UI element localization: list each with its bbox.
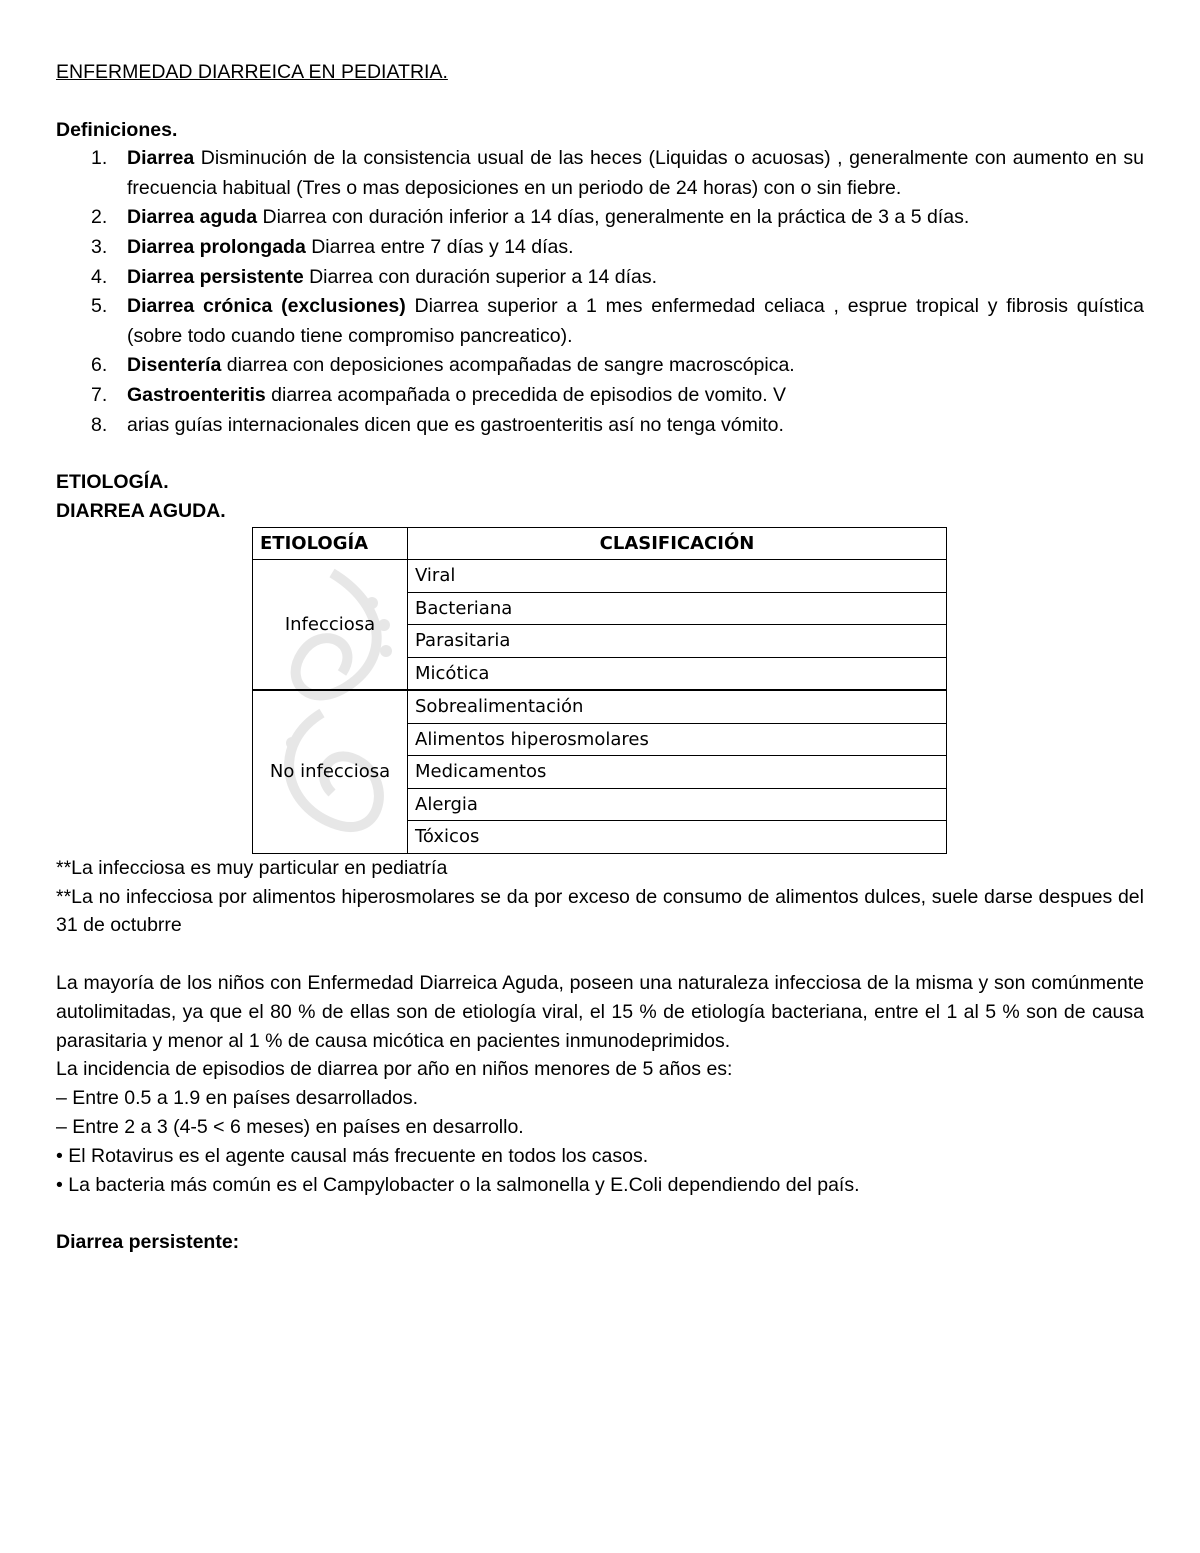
etiology-heading: ETIOLOGÍA. [56,471,169,494]
document-title: ENFERMEDAD DIARREICA EN PEDIATRIA. [56,61,448,83]
body-line: – Entre 2 a 3 (4-5 < 6 meses) en países en desarrollo. [56,1115,524,1138]
group-no-infecciosa: No infecciosa [253,690,408,853]
table-cell: Sobrealimentación [408,690,947,723]
table-header-etiology: ETIOLOGÍA [253,527,408,560]
list-item: 5. Diarrea crónica (exclusiones) Diarrea superior a 1 mes enfermedad celiaca , esprue tropical y fibrosis quística (sobre todo cuando tiene compromiso pancreatico). [91,295,1144,348]
list-item: 1. Diarrea Disminución de la consistencia usual de las heces (Liquidas o acuosas) , generalmente con aumento en su frecuencia habitual (Tres o mas deposiciones en un periodo de 24 horas) con o sin fiebre. [91,147,1144,200]
list-item: 3. Diarrea prolongada Diarrea entre 7 días y 14 días. [91,235,574,258]
group-infecciosa: Infecciosa [253,560,408,691]
table-row [253,690,947,723]
body-line: • El Rotavirus es el agente causal más frecuente en todos los casos. [56,1144,649,1167]
etiology-table [252,527,947,854]
table-cell: Bacteriana [408,592,947,625]
table-cell: Viral [408,560,947,593]
list-item: 2. Diarrea aguda Diarrea con duración inferior a 14 días, generalmente en la práctica de 3 a 5 días. [91,205,970,228]
definitions-heading: Definiciones. [56,118,178,141]
table-cell: Alimentos hiperosmolares [408,723,947,756]
definitions-list [56,144,1144,439]
body-line: • La bacteria más común es el Campylobacter o la salmonella y E.Coli dependiendo del país. [56,1173,860,1196]
list-item: 4. Diarrea persistente Diarrea con duración superior a 14 días. [91,265,658,288]
table-cell: Parasitaria [408,625,947,658]
acute-diarrhea-heading: DIARREA AGUDA. [56,499,226,522]
list-item: 7. Gastroenteritis diarrea acompañada o precedida de episodios de vomito. V [91,383,787,406]
body-line: La incidencia de episodios de diarrea por año en niños menores de 5 años es: [56,1058,733,1081]
note-line: **La infecciosa es muy particular en pediatría [56,856,448,879]
document-page [56,58,1144,1257]
list-item: 8. arias guías internacionales dicen que es gastroenteritis así no tenga vómito. [91,413,784,436]
note-line: **La no infecciosa por alimentos hiperosmolares se da por exceso de consumo de alimentos dulces, suele darse despues del 31 de octubrre [56,885,1144,937]
persistent-diarrhea-heading: Diarrea persistente: [56,1231,240,1254]
etiology-table-wrap [252,527,946,854]
table-cell: Micótica [408,657,947,690]
table-cell: Tóxicos [408,821,947,854]
table-row [253,560,947,593]
table-cell: Alergia [408,788,947,821]
table-header-classification: CLASIFICACIÓN [408,527,947,560]
body-paragraph: La mayoría de los niños con Enfermedad Diarreica Aguda, poseen una naturaleza infecciosa de la misma y son comúnmente autolimitadas, ya que el 80 % de ellas son de etiología viral, el 15 % de etiología bacteriana, entre el 1 al 5 % son de causa parasitaria y menor al 1 % de causa micótica en pacientes inmunodeprimidos. [56,971,1144,1052]
body-line: – Entre 0.5 a 1.9 en países desarrollados. [56,1087,419,1110]
list-item: 6. Disentería diarrea con deposiciones acompañadas de sangre macroscópica. [91,353,795,376]
table-cell: Medicamentos [408,756,947,789]
